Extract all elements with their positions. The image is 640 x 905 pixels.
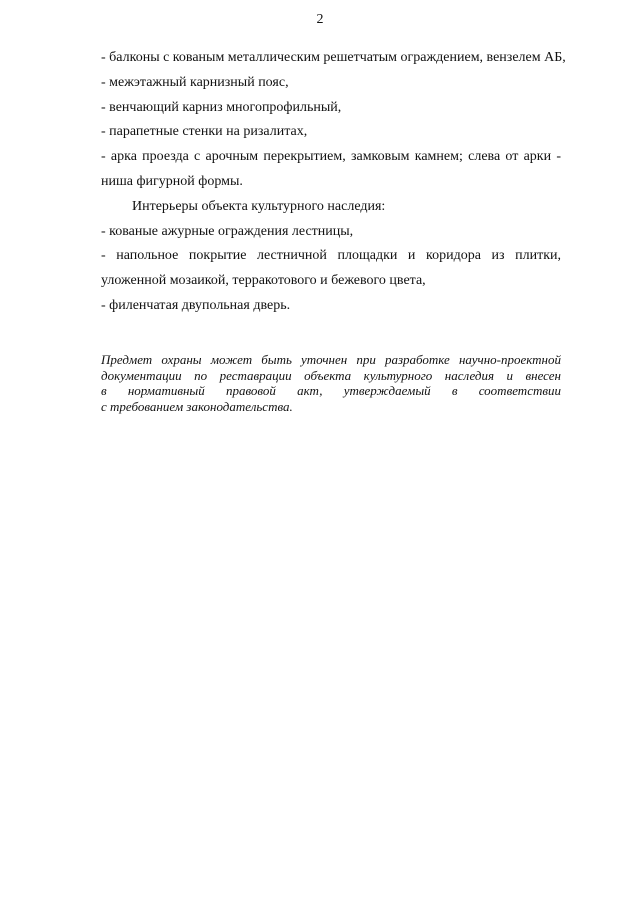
list-item-interior: - кованые ажурные ограждения лестницы, xyxy=(101,223,354,239)
note-line: с требованием законодательства. xyxy=(101,398,293,414)
list-item-arch-line1: - арка проезда с арочным перекрытием, замковым камнем; слева от арки - xyxy=(101,149,561,165)
list-item-exterior: - межэтажный карнизный пояс, xyxy=(101,74,289,90)
list-item-interior-floor-line1: - напольное покрытие лестничной площадки и коридора из плитки, xyxy=(101,248,561,264)
section-heading-interiors: Интерьеры объекта культурного наследия: xyxy=(132,198,386,214)
list-item-interior: - филенчатая двупольная дверь. xyxy=(101,297,291,313)
note-line: документации по реставрации объекта культурного наследия и внесен xyxy=(101,367,561,383)
list-item-exterior: - парапетные стенки на ризалитах, xyxy=(101,124,308,140)
list-item-arch-line2: ниша фигурной формы. xyxy=(101,173,243,189)
list-item-exterior: - балконы с кованым металлическим решетчатым ограждением, вензелем АБ, xyxy=(101,50,566,65)
protection-note xyxy=(101,352,561,414)
note-line: в нормативный правовой акт, утверждаемый в соответствии xyxy=(101,383,561,399)
page-number: 2 xyxy=(316,12,324,27)
list-item-exterior: - венчающий карниз многопрофильный, xyxy=(101,99,342,115)
list-item-interior-floor-line2: уложенной мозаикой, терракотового и бежевого цвета, xyxy=(101,273,426,289)
document-body xyxy=(101,46,566,319)
note-line: Предмет охраны может быть уточнен при разработке научно-проектной xyxy=(101,352,561,367)
